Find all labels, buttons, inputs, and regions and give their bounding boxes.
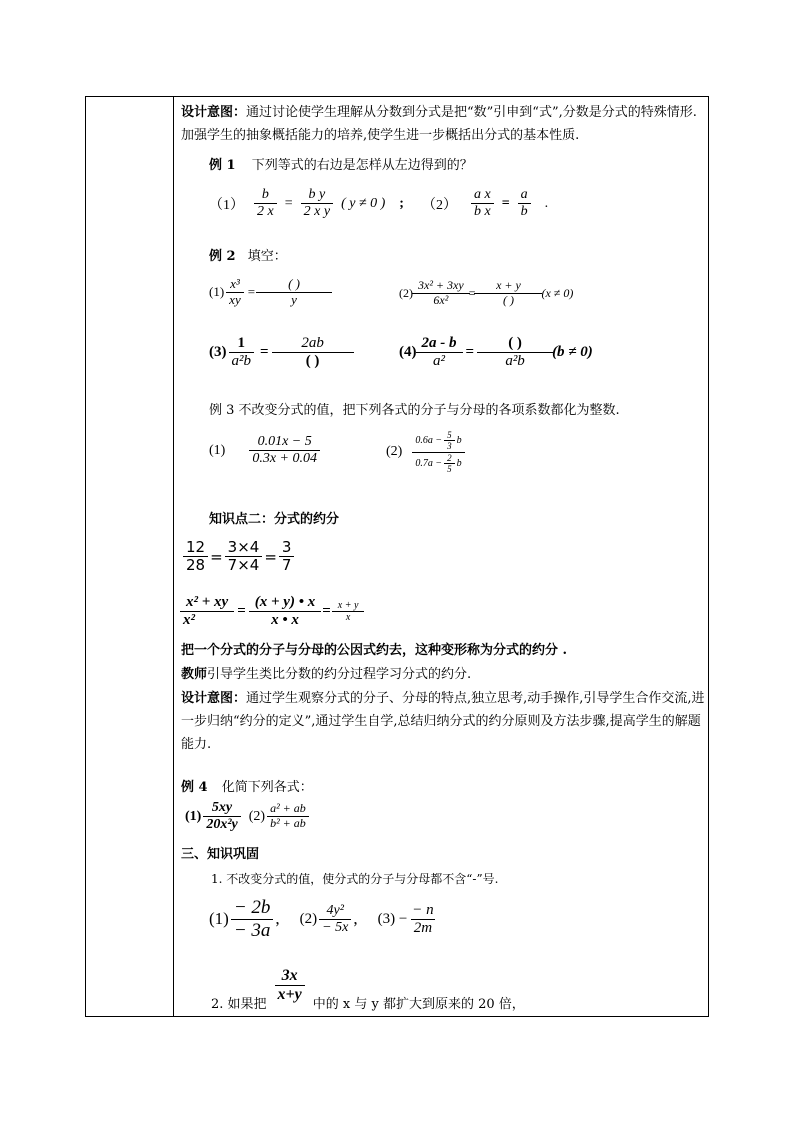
design-intent-paragraph	[181, 101, 706, 147]
section-3-title: 三、知识巩固	[181, 847, 260, 862]
exercise-2: 2. 如果把 $\frac{3x}{x+y}$ 中的 x 与 y 都扩大到原来的 20 倍，	[211, 966, 525, 1012]
fraction: $\frac{- 2b}{- 3a}$	[231, 897, 274, 942]
algebraic-reduction: $\frac{\text{x² + xy}}{\text{x²}}$ = $\frac{(x + y) • x}{x • x}$ = $\frac{x + y}{x}$	[181, 594, 363, 630]
fraction: $\frac{3}{7}$	[279, 539, 295, 575]
fraction: $\frac{b}{2 x}$	[254, 187, 277, 220]
exercise-1-items: (1) $\frac{- 2b}{- 3a}$ , (2) $\frac{\text{4y²}}{- 5x}$ , (3) − $\frac{- n}{2m}$	[209, 897, 439, 942]
fraction: $\frac{3\times 4}{7\times 4}$	[225, 539, 263, 575]
fraction: $\frac{\text{b y}}{\text{2 x y}}$	[301, 187, 333, 220]
fraction: $\frac{x + y}{x}$	[335, 600, 362, 624]
fraction: $\frac{2ab}{( )}$	[275, 335, 351, 371]
example-2-item-2: (2) $\frac{\text{3x² + 3xy}}{\text{6x²}}$ = $\frac{x + y}{( )}$ (x ≠ 0)	[399, 278, 574, 307]
exercise-1-text: 1. 不改变分式的值，使分式的分子与分母都不含“-”号.	[211, 872, 499, 886]
fraction: $\frac{2a - b}{\text{a²}}$	[419, 335, 460, 371]
lesson-table	[85, 96, 709, 1017]
fraction: $\frac{\text{x³}}{xy}$	[226, 277, 244, 308]
example-4-items: (1) $\frac{5xy}{\text{20x²y}}$ (2) $\frac{\text{a² + ab}}{\text{b² + ab}}$	[185, 800, 311, 833]
fraction: $\frac{( )}{y}$	[259, 277, 329, 308]
design-intent-label: 设计意图：	[181, 105, 247, 120]
reduction-definition: 把一个分式的分子与分母的公因式约去，这种变形称为分式的约分 .	[181, 643, 568, 658]
fraction: $\frac{\text{4y²}}{- 5x}$	[319, 903, 351, 936]
fraction: $\frac{\text{a² + ab}}{\text{b² + ab}}$	[267, 802, 309, 831]
content-cell	[181, 97, 705, 1016]
example-3-heading: 例 3 不改变分式的值，把下列各式的分子与分母的各项系数都化为整数.	[209, 403, 620, 418]
fraction: $\frac{3x}{x+y}$	[275, 967, 305, 1005]
example-2-heading: 例 2 填空：	[209, 249, 287, 264]
fraction: $\frac{a}{b}$	[518, 187, 531, 220]
fraction: $\frac{5xy}{\text{20x²y}}$	[203, 800, 240, 833]
teacher-guidance: 教师引导学生类比分数的约分过程学习分式的约分.	[181, 667, 472, 682]
fraction: $\frac{\text{3x² + 3xy}}{\text{6x²}}$	[415, 279, 467, 308]
fraction: $\frac{\text{x² + xy}}{\text{x²}}$	[183, 594, 231, 630]
fraction: $\frac{0.01x - 5}{0.3x + 0.04}$	[249, 434, 320, 467]
fraction: $\frac{12}{28}$	[183, 539, 208, 575]
column-divider	[173, 97, 174, 1016]
example-4-heading: 例 4 化简下列各式：	[181, 780, 313, 795]
example-3-item-2: (2) 0.6a − $\frac{5}{3}$ b 0.7a − $\frac{2}{5}$ b	[386, 430, 467, 474]
fraction: $\frac{( )}{\text{a²b}}$	[480, 335, 550, 371]
numeric-reduction: $\frac{12}{28}$ = $\frac{3\times 4}{7\times 4}$ = $\frac{3}{7}$	[181, 539, 296, 575]
design-intent-2-paragraph: 设计意图：通过学生观察分式的分子、分母的特点,独立思考,动手操作,引导学生合作交流,进一步归纳“约分的定义”,通过学生自学,总结归纳分式的约分原则及方法步骤,提高学生的解题能力.	[181, 691, 705, 752]
fraction: $\frac{1}{\text{a²b}}$	[229, 335, 255, 371]
knowledge-point-2-title: 知识点二：分式的约分	[209, 512, 340, 527]
example-3-item-1: (1) $\frac{0.01x - 5}{0.3x + 0.04}$	[209, 434, 322, 467]
example-1-heading: 例 1 下列等式的右边是怎样从左边得到的？	[209, 158, 473, 173]
fraction: $\frac{x + y}{( )}$	[477, 279, 539, 308]
example-2-item-1: (1) $\frac{\text{x³}}{xy}$ = $\frac{( )}{y}$	[209, 277, 331, 308]
fraction: $\frac{(x + y) • x}{x • x}$	[252, 594, 318, 630]
fraction: $\frac{\text{a x}}{\text{b x}}$	[471, 187, 494, 220]
fraction: $\frac{- n}{2m}$	[412, 901, 434, 936]
example-2-item-4: (4) $\frac{2a - b}{\text{a²}}$ = $\frac{( )}{\text{a²b}}$ (b ≠ 0)	[399, 335, 593, 370]
example-2-item-3: (3) $\frac{1}{\text{a²b}}$ = $\frac{2ab}{( )}$	[209, 335, 353, 371]
design-intent-text: 通过讨论使学生理解从分数到分式是把“数”引申到“式”,分数是分式的特殊情形.加强学生的抽象概括能力的培养,使学生进一步概括出分式的基本性质.	[181, 105, 697, 143]
fraction: 0.6a − $\frac{5}{3}$ b 0.7a − $\frac{2}{5}$ b	[412, 430, 464, 474]
example-1-equations: （1） $\frac{b}{2 x}$ = $\frac{\text{b y}}{\text{2 x y}}$ ( y ≠ 0 ) ; （2） $\frac{\text{a x}}{\text{b x}}$ = $\frac{a}{b}$ .	[209, 187, 549, 220]
